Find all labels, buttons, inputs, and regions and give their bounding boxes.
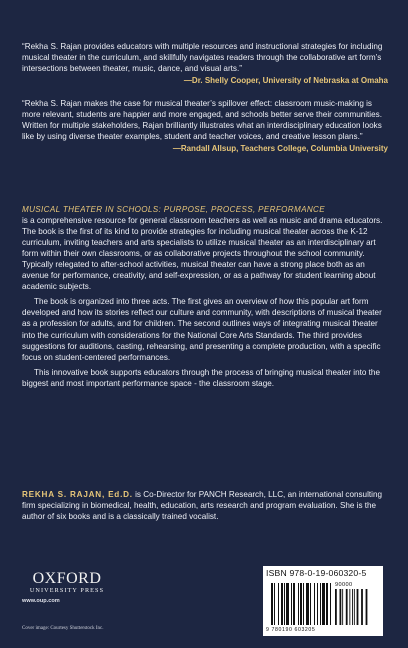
publisher-url: www.oup.com (22, 598, 60, 604)
description-paragraph-3: This innovative book supports educators through the process of bringing musical theater into the biggest and most important performance space - the classroom stage. (22, 367, 380, 388)
author-bio-text: is Co-Director for PANCH Research, LLC, an international consulting firm specializing in biomedical, health, education, arts research and program evaluation. She is the author of six books and is a classically trained vocalist. (22, 490, 382, 522)
publisher-name: OXFORD (32, 570, 102, 587)
book-description (22, 204, 388, 393)
price-addon: 90000 (335, 582, 353, 588)
book-title: MUSICAL THEATER IN SCHOOLS: PURPOSE, PROCESS, PERFORMANCE (22, 205, 325, 214)
isbn-text: ISBN 978-0-19-060320-5 (266, 568, 367, 578)
description-paragraph-1: is a comprehensive resource for general classroom teachers as well as music and drama educators. The book is the first of its kind to provide strategies for including musical theater across the K-12 curriculum, inviting teachers and arts specialists to utilize musical theater as an interdisciplinary art form within their own classrooms, or as collaborative projects throughout the school community. Typically relegated to after-school activities, musical theater can have a strong place both as an avenue for performance, creativity, and self-expression, or as a pathway for student learning about academic subjects. (22, 216, 383, 292)
author-name: REKHA S. RAJAN, Ed.D. (22, 490, 133, 499)
endorsement-text: “Rekha S. Rajan makes the case for musical theater’s spillover effect: classroom music-making is more relevant, students are happier and more engaged, and schools better serve their communities. Written for multiple stakeholders, Rajan brilliantly illustrates what an interdisciplinary education looks like by using diverse theater examples, student and teacher voices, and creative lesson plans.” (22, 99, 382, 142)
author-bio (22, 489, 388, 522)
endorsement-1 (22, 41, 388, 86)
barcode-image (271, 583, 379, 627)
description-paragraph-2: The book is organized into three acts. The first gives an overview of how this popular art form developed and how its stories reflect our culture and community, with descriptions of musical theater as a profession for adults, and for children. The second outlines ways of integrating musical theater into the curriculum with considerations for the National Core Arts Standards. The third provides suggestions for auditions, casting, rehearsing, and presenting a complete production, with a specific focus on student-centered performances. (22, 297, 382, 362)
endorsement-attribution: —Dr. Shelly Cooper, University of Nebraska at Omaha (183, 76, 388, 86)
endorsement-attribution: —Randall Allsup, Teachers College, Columbia University (172, 144, 388, 154)
barcode-digits: 9 780190 603205 (266, 627, 316, 633)
publisher-logo (22, 570, 112, 594)
endorsement-text: “Rekha S. Rajan provides educators with multiple resources and instructional strategies for including musical theater in the curriculum, and skillfully navigates readers through the collaborative art form’s intersections between theater, music, dance, and visual arts.” (22, 42, 383, 74)
publisher-subname: UNIVERSITY PRESS (29, 587, 105, 594)
endorsement-2 (22, 98, 388, 154)
cover-credit: Cover image: Courtesy Shutterstock Inc. (22, 626, 104, 631)
